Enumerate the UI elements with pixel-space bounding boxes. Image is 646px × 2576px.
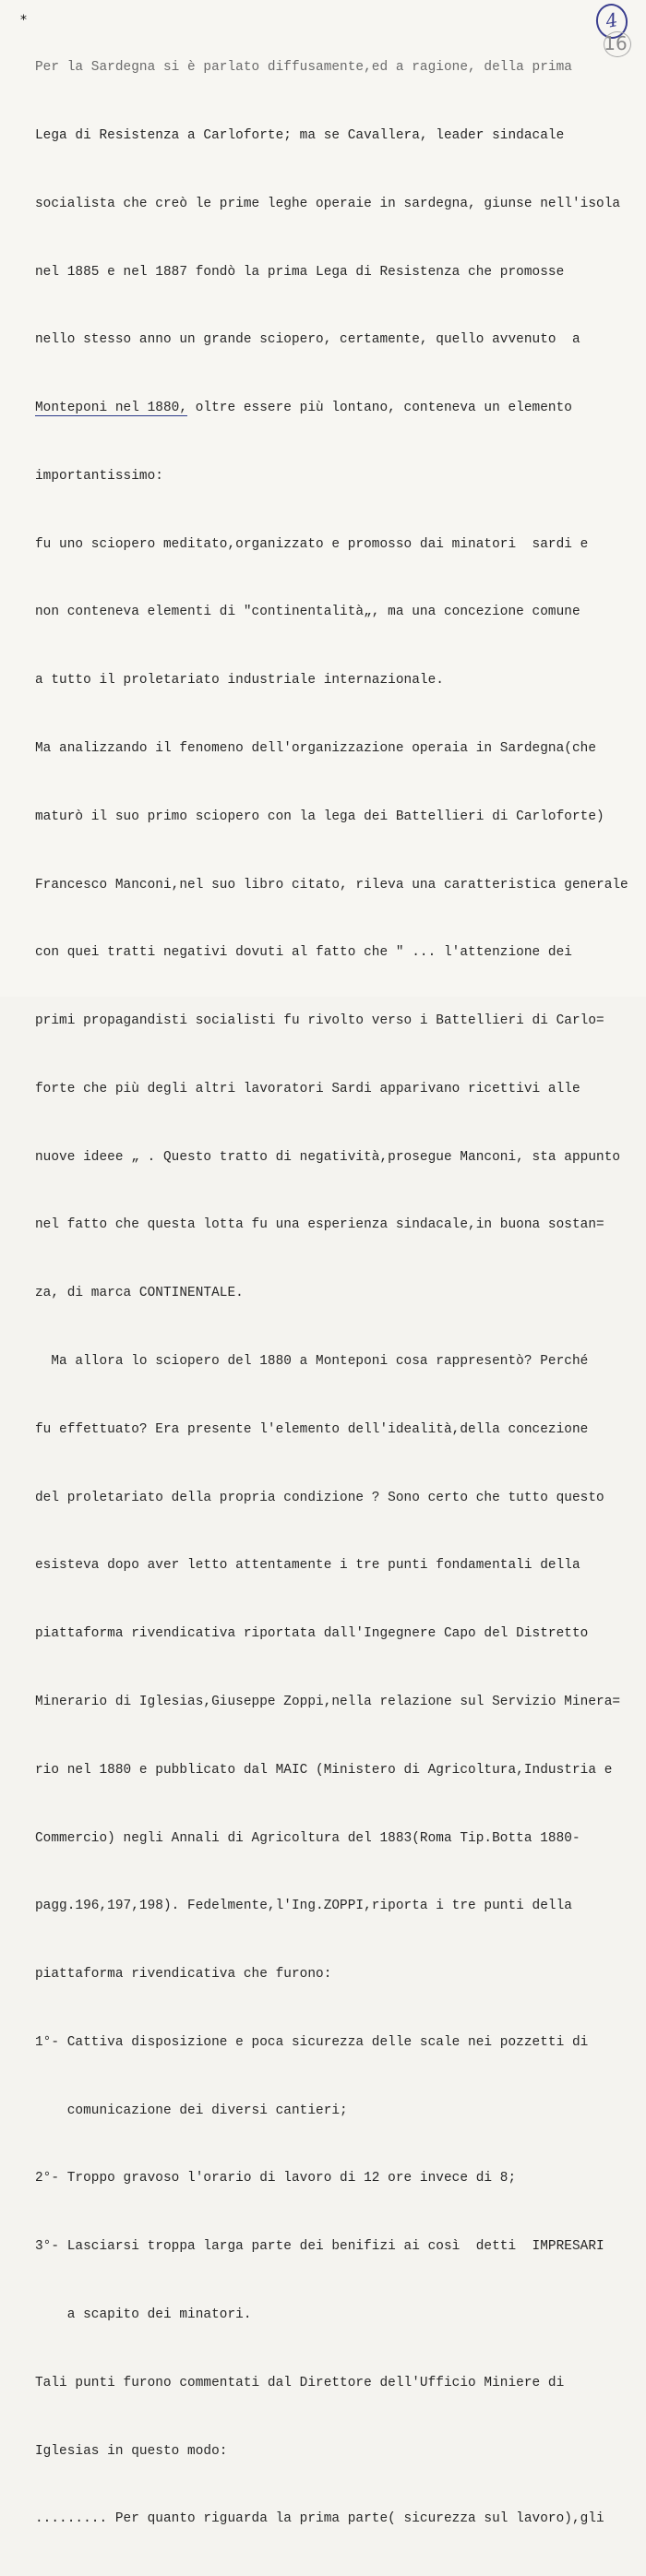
text-line: forte che più degli altri lavoratori Sardi apparivano ricettivi alle: [35, 1081, 580, 1096]
text-line: Tali punti furono commentati dal Direttore dell'Ufficio Miniere di: [35, 2375, 565, 2390]
text-line: pagg.196,197,198). Fedelmente,l'Ing.ZOPPI,riporta i tre punti della: [35, 1899, 572, 1914]
text-line: Commercio) negli Annali di Agricoltura del 1883(Roma Tip.Botta 1880-: [35, 1830, 580, 1846]
text-line-underlined: [35, 397, 626, 420]
text-line: Ma allora lo sciopero del 1880 a Monteponi cosa rappresentò? Perché: [35, 1354, 589, 1370]
text-line: Lega di Resistenza a Carloforte; ma se Cavallera, leader sindacale: [35, 127, 565, 143]
list-item-2: 2°- Troppo gravoso l'orario di lavoro di 12 ore invece di 8;: [35, 2171, 517, 2187]
text-line: nuove ideee „ . Questo tratto di negatività,prosegue Manconi, sta appunto: [35, 1149, 621, 1165]
text-line: Iglesias in questo modo:: [35, 2443, 228, 2459]
text-line: primi propagandisti socialisti fu rivolto verso i Battellieri di Carlo=: [35, 1013, 604, 1029]
text-line: con quei tratti negativi dovuti al fatto che " ... l'attenzione dei: [35, 945, 572, 961]
text-line: nello stesso anno un grande sciopero, certamente, quello avvenuto a: [35, 332, 580, 348]
text-line: Minerario di Iglesias,Giuseppe Zoppi,nella relazione sul Servizio Minera=: [35, 1694, 621, 1709]
text-line-rest: oltre essere più lontano, conteneva un elemento: [187, 401, 572, 416]
text-line: piattaforma rivendicativa riportata dall'Ingegnere Capo del Distretto: [35, 1626, 589, 1642]
typed-text-body: [35, 11, 626, 2576]
text-line: Per la Sardegna si è parlato diffusamente,ed a ragione, della prima: [35, 60, 572, 76]
text-line: fu uno sciopero meditato,organizzato e promosso dai minatori sardi e: [35, 536, 589, 552]
text-line: esisteva dopo aver letto attentamente i tre punti fondamentali della: [35, 1558, 580, 1574]
text-line: Ma analizzando il fenomeno dell'organizzazione operaia in Sardegna(che: [35, 741, 597, 756]
text-line: socialista che creò le prime leghe operaie in sardegna, giunse nell'isola: [35, 196, 621, 211]
text-line: a tutto il proletariato industriale internazionale.: [35, 673, 444, 689]
asterisk-mark: *: [20, 13, 27, 28]
list-item-1-cont: comunicazione dei diversi cantieri;: [35, 2103, 348, 2118]
list-item-3: 3°- Lasciarsi troppa larga parte dei benifizi ai così detti IMPRESARI: [35, 2239, 604, 2255]
text-line: ......... Per quanto riguarda la prima parte( sicurezza sul lavoro),gli: [35, 2511, 604, 2527]
text-line: maturò il suo primo sciopero con la lega dei Battellieri di Carloforte): [35, 809, 604, 824]
text-line: nel fatto che questa lotta fu una esperienza sindacale,in buona sostan=: [35, 1217, 604, 1233]
text-line: piattaforma rivendicativa che furono:: [35, 1967, 332, 1983]
circled-page-number: 4: [593, 1, 630, 41]
list-item-3-cont: a scapito dei minatori.: [35, 2306, 252, 2322]
text-line: nel 1885 e nel 1887 fondò la prima Lega di Resistenza che promosse: [35, 264, 565, 280]
secondary-page-number: 16: [600, 30, 631, 57]
text-line: fu effettuato? Era presente l'elemento dell'idealità,della concezione: [35, 1421, 589, 1437]
text-line: za, di marca CONTINENTALE.: [35, 1286, 244, 1301]
text-line: non conteneva elementi di "continentalità„, ma una concezione comune: [35, 605, 580, 620]
text-line: rio nel 1880 e pubblicato dal MAIC (Ministero di Agricoltura,Industria e: [35, 1762, 613, 1778]
text-line: Francesco Manconi,nel suo libro citato, rileva una caratteristica generale: [35, 877, 628, 893]
text-line: del proletariato della propria condizione ? Sono certo che tutto questo: [35, 1490, 604, 1505]
text-line: importantissimo:: [35, 468, 163, 484]
list-item-1: 1°- Cattiva disposizione e poca sicurezza delle scale nei pozzetti di: [35, 2034, 589, 2050]
underlined-phrase: Monteponi nel 1880,: [35, 401, 188, 416]
